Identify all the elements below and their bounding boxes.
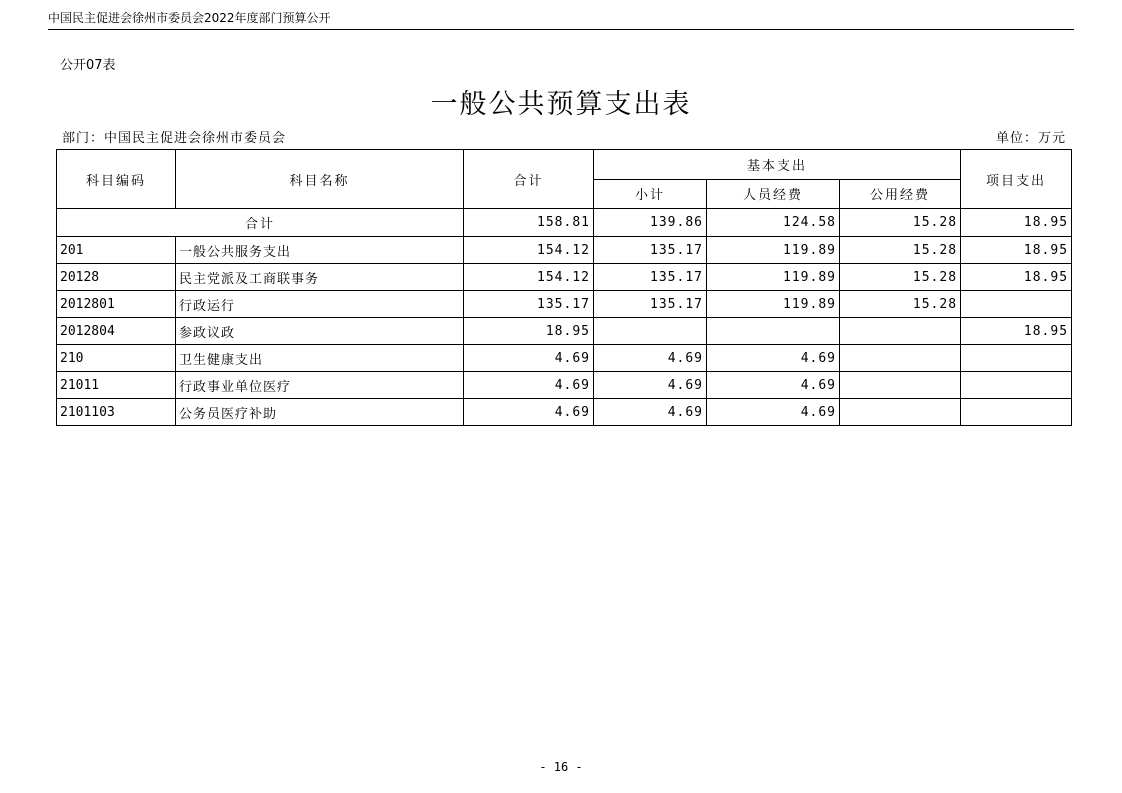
total-row-total: 158.81 xyxy=(464,209,594,237)
row-total: 4.69 xyxy=(464,372,594,399)
row-personnel xyxy=(707,318,840,345)
row-total: 18.95 xyxy=(464,318,594,345)
row-project: 18.95 xyxy=(961,318,1072,345)
department-label: 部门：中国民主促进会徐州市委员会 xyxy=(62,131,287,146)
row-name: 民主党派及工商联事务 xyxy=(176,264,464,291)
row-name: 公务员医疗补助 xyxy=(176,399,464,426)
unit-label: 单位：万元 xyxy=(995,131,1066,146)
table-row xyxy=(57,345,1072,372)
row-personnel: 4.69 xyxy=(707,372,840,399)
row-project xyxy=(961,372,1072,399)
row-name: 行政运行 xyxy=(176,291,464,318)
row-public: 15.28 xyxy=(840,264,961,291)
row-code: 2101103 xyxy=(57,399,176,426)
row-personnel: 119.89 xyxy=(707,237,840,264)
row-subtotal: 135.17 xyxy=(594,237,707,264)
total-row-public: 15.28 xyxy=(840,209,961,237)
header-name: 科目名称 xyxy=(176,150,464,209)
total-row-subtotal: 139.86 xyxy=(594,209,707,237)
row-project xyxy=(961,399,1072,426)
total-row-label: 合计 xyxy=(57,209,464,237)
row-subtotal: 4.69 xyxy=(594,399,707,426)
row-personnel: 4.69 xyxy=(707,345,840,372)
total-row xyxy=(57,209,1072,237)
row-total: 4.69 xyxy=(464,345,594,372)
row-public: 15.28 xyxy=(840,291,961,318)
row-subtotal: 135.17 xyxy=(594,264,707,291)
row-code: 2012804 xyxy=(57,318,176,345)
row-name: 一般公共服务支出 xyxy=(176,237,464,264)
row-project: 18.95 xyxy=(961,264,1072,291)
row-code: 20128 xyxy=(57,264,176,291)
row-project xyxy=(961,291,1072,318)
row-subtotal: 135.17 xyxy=(594,291,707,318)
row-code: 21011 xyxy=(57,372,176,399)
table-header xyxy=(57,150,1072,209)
header-code: 科目编码 xyxy=(57,150,176,209)
table-row xyxy=(57,264,1072,291)
row-public: 15.28 xyxy=(840,237,961,264)
total-row-project: 18.95 xyxy=(961,209,1072,237)
row-public xyxy=(840,372,961,399)
budget-table xyxy=(56,149,1072,426)
page-number: - 16 - xyxy=(539,760,583,774)
row-total: 154.12 xyxy=(464,264,594,291)
row-public xyxy=(840,345,961,372)
table-row xyxy=(57,291,1072,318)
row-subtotal xyxy=(594,318,707,345)
table-row xyxy=(57,318,1072,345)
page-title: 一般公共预算支出表 xyxy=(430,89,692,120)
table-body xyxy=(57,209,1072,426)
row-project: 18.95 xyxy=(961,237,1072,264)
row-total: 135.17 xyxy=(464,291,594,318)
row-name: 参政议政 xyxy=(176,318,464,345)
row-name: 卫生健康支出 xyxy=(176,345,464,372)
row-personnel: 119.89 xyxy=(707,291,840,318)
row-personnel: 4.69 xyxy=(707,399,840,426)
row-name: 行政事业单位医疗 xyxy=(176,372,464,399)
header-subtotal: 小计 xyxy=(594,179,707,209)
row-project xyxy=(961,345,1072,372)
row-total: 4.69 xyxy=(464,399,594,426)
row-total: 154.12 xyxy=(464,237,594,264)
table-row xyxy=(57,399,1072,426)
header-personnel: 人员经费 xyxy=(707,179,840,209)
header-total: 合计 xyxy=(464,150,594,209)
page-header: 中国民主促进会徐州市委员会2022年度部门预算公开 xyxy=(48,9,1074,30)
header-public: 公用经费 xyxy=(840,179,961,209)
table-row xyxy=(57,237,1072,264)
header-project: 项目支出 xyxy=(961,150,1072,209)
row-subtotal: 4.69 xyxy=(594,372,707,399)
total-row-personnel: 124.58 xyxy=(707,209,840,237)
row-public xyxy=(840,318,961,345)
row-code: 210 xyxy=(57,345,176,372)
row-public xyxy=(840,399,961,426)
row-code: 201 xyxy=(57,237,176,264)
table-row xyxy=(57,372,1072,399)
row-subtotal: 4.69 xyxy=(594,345,707,372)
row-personnel: 119.89 xyxy=(707,264,840,291)
header-basic: 基本支出 xyxy=(594,150,961,180)
row-code: 2012801 xyxy=(57,291,176,318)
form-code: 公开07表 xyxy=(60,58,116,73)
